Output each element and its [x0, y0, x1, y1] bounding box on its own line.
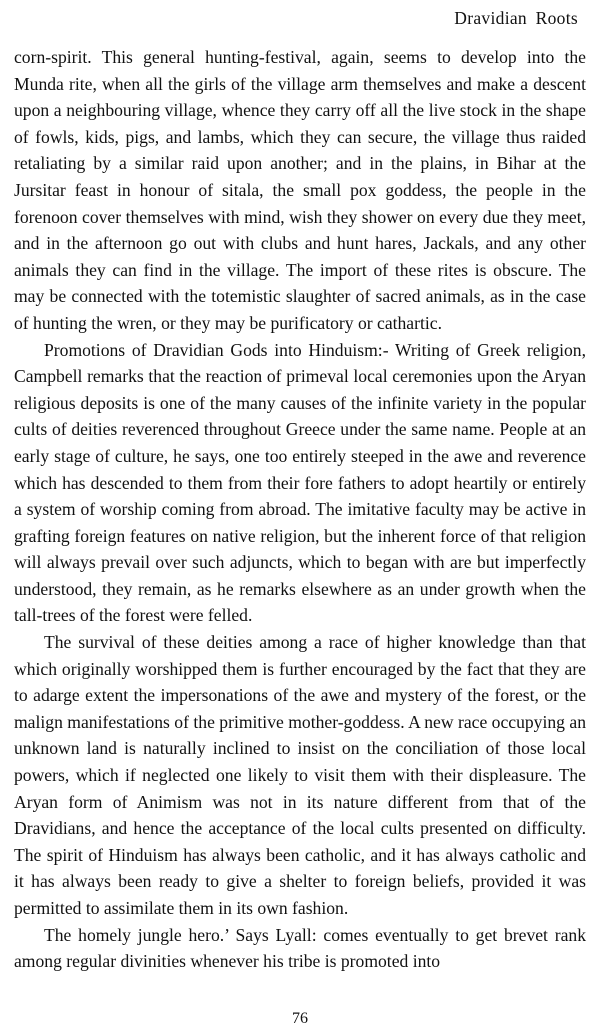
paragraph-2: Promotions of Dravidian Gods into Hinduism:- Writing of Greek religion, Campbell remarks that the reaction of primeval local ceremonies upon the Aryan religious deposits is one of the many causes of the infinite variety in the popular cults of deities reverenced throughout Greece under the same name. People at an early stage of culture, he says, one too entirely steeped in the awe and reverence which has descended to them from their fore fathers to adopt heartily or entirely a system of worship coming from abroad. The imitative faculty may be active in grafting foreign features on native religion, but the inherent force of that religion will always prevail over such adjuncts, which to began with are but imperfectly understood, they remain, as he remarks elsewhere as an under growth when the tall-trees of the forest were felled. — [14, 339, 586, 626]
paragraph-4: The homely jungle hero.’ Says Lyall: comes eventually to get brevet rank among regular divinities whenever his tribe is promoted into — [14, 924, 586, 972]
paragraph-1: corn-spirit. This general hunting-festival, again, seems to develop into the Munda rite, when all the girls of the village arm themselves and make a descent upon a neighbouring village, whence they carry off all the live stock in the shape of fowls, kids, pigs, and lambs, which they can secure, the village thus raided retaliating by a similar raid upon another; and in the plains, in Bihar at the Jursitar feast in honour of sitala, the small pox goddess, the people in the forenoon cover themselves with mind, wish they shower on every due they meet, and in the afternoon go out with clubs and hunt hares, Jackals, and any other animals they can find in the village. The import of these rites is obscure. The may be connected with the totemistic slaughter of sacred animals, as in the case of hunting the wren, or they may be purificatory or cathartic. — [14, 47, 586, 333]
running-header: Dravidian Roots — [454, 8, 578, 28]
page-number: 76 — [292, 1010, 308, 1027]
paragraph-3: The survival of these deities among a race of higher knowledge than that which originally worshipped them is further encouraged by the fact that they are to adarge extent the impersonations of the awe and mystery of the forest, or the malign manifestations of the primitive mother-goddess. A new race occupying an unknown land is naturally inclined to insist on the conciliation of those local powers, which if neglected one likely to visit them with their displeasure. The Aryan form of Animism was not in its nature different from that of the Dravidians, and hence the acceptance of the local cults presented on difficulty. The spirit of Hinduism has always been catholic, and it has always catholic and it has always been ready to give a shelter to foreign beliefs, provided it was permitted to assimilate them in its own fashion. — [14, 632, 586, 918]
body-text — [14, 44, 586, 975]
